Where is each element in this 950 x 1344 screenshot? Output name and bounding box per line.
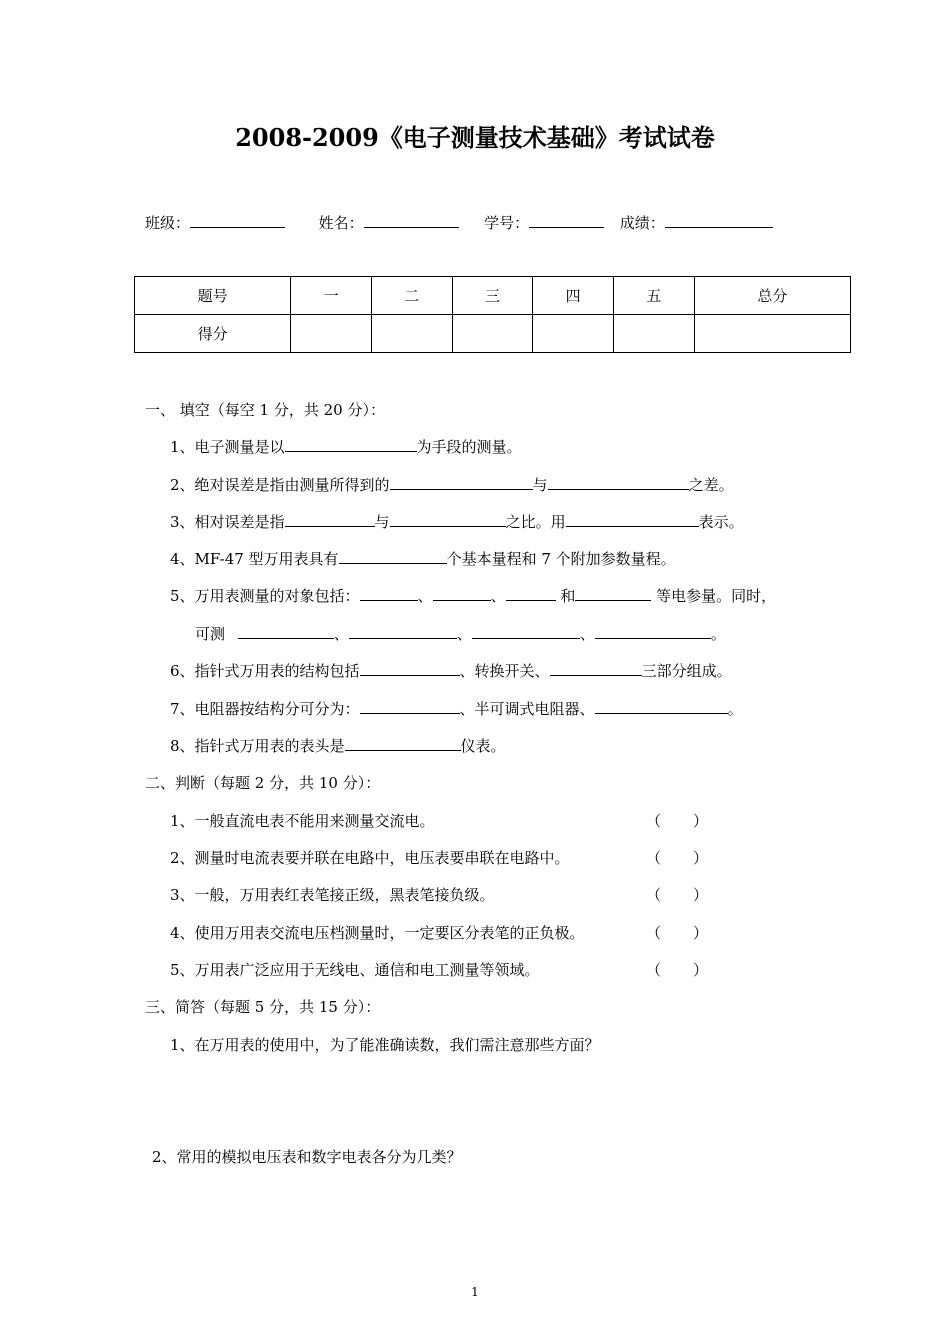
answer-blank[interactable] xyxy=(360,699,460,714)
question-text: 和 xyxy=(555,587,576,605)
question-text: 与 xyxy=(532,476,548,494)
answer-blank[interactable] xyxy=(390,512,506,527)
answer-blank[interactable] xyxy=(550,661,642,676)
score-cell[interactable] xyxy=(614,315,695,353)
score-cell[interactable] xyxy=(533,315,614,353)
bracket-close: ） xyxy=(693,961,709,979)
separator: 、 xyxy=(417,587,433,605)
question-text: 之差。 xyxy=(688,476,734,494)
name-blank[interactable] xyxy=(364,213,459,228)
bracket-open: （ xyxy=(646,886,662,904)
table-header-cell: 题号 xyxy=(135,277,291,315)
question-text: 4、MF-47 型万用表具有 xyxy=(170,550,339,568)
answer-blank[interactable] xyxy=(566,512,699,527)
judge-answer-bracket[interactable] xyxy=(646,922,708,943)
table-header-cell: 五 xyxy=(614,277,695,315)
question-text: 之比。用 xyxy=(505,513,566,531)
answer-blank[interactable] xyxy=(595,699,728,714)
question-text: 3、相对误差是指 xyxy=(170,513,285,531)
question-text: 表示。 xyxy=(698,513,744,531)
question-text: 8、指针式万用表的表头是 xyxy=(170,737,345,755)
table-header-cell: 二 xyxy=(371,277,452,315)
score-row-label: 得分 xyxy=(135,315,291,353)
class-blank[interactable] xyxy=(190,213,285,228)
question-text: 三部分组成。 xyxy=(641,662,732,680)
score-table-score-row xyxy=(135,315,851,353)
class-label: 班级： xyxy=(145,214,191,232)
answer-blank[interactable] xyxy=(595,624,711,639)
page-title: 2008-2009《电子测量技术基础》考试试卷 xyxy=(235,123,715,152)
answer-blank[interactable] xyxy=(548,475,689,490)
judge-answer-bracket[interactable] xyxy=(646,847,708,868)
answer-blank[interactable] xyxy=(433,586,491,601)
fill-question-8 xyxy=(170,735,506,756)
bracket-open: （ xyxy=(646,849,662,867)
bracket-open: （ xyxy=(646,812,662,830)
score-table xyxy=(134,276,851,353)
question-text: 。 xyxy=(727,700,743,718)
judge-answer-bracket[interactable] xyxy=(646,884,708,905)
section3-heading: 三、简答（每题 5 分，共 15 分）： xyxy=(145,998,381,1016)
fill-question-4 xyxy=(170,548,676,569)
name-label: 姓名： xyxy=(318,214,364,232)
fill-question-5 xyxy=(170,585,776,606)
answer-blank[interactable] xyxy=(360,661,460,676)
question-text: 1、电子测量是以 xyxy=(170,438,285,456)
judge-question: 3、一般，万用表红表笔接正级，黑表笔接负级。 xyxy=(170,886,495,904)
answer-blank[interactable] xyxy=(285,512,375,527)
answer-blank[interactable] xyxy=(506,586,556,601)
score-cell[interactable] xyxy=(694,315,850,353)
table-header-cell: 总分 xyxy=(694,277,850,315)
score-blank[interactable] xyxy=(665,213,773,228)
judge-answer-bracket[interactable] xyxy=(646,810,708,831)
separator: 、 xyxy=(456,625,472,643)
question-text: 2、绝对误差是指由测量所得到的 xyxy=(170,476,390,494)
answer-blank[interactable] xyxy=(390,475,533,490)
page-number: 1 xyxy=(471,1285,479,1299)
separator: 、 xyxy=(333,625,349,643)
fill-question-6 xyxy=(170,660,732,681)
answer-blank[interactable] xyxy=(349,624,457,639)
fill-question-2 xyxy=(170,474,734,495)
question-text: 个基本量程和 7 个附加参数量程。 xyxy=(446,550,676,568)
score-cell[interactable] xyxy=(452,315,533,353)
judge-question: 1、一般直流电表不能用来测量交流电。 xyxy=(170,812,435,830)
table-header-cell: 三 xyxy=(452,277,533,315)
judge-answer-bracket[interactable] xyxy=(646,959,708,980)
separator: 。 xyxy=(710,625,726,643)
bracket-open: （ xyxy=(646,961,662,979)
question-text: 5、万用表测量的对象包括： xyxy=(170,587,360,605)
bracket-close: ） xyxy=(693,812,709,830)
question-text: 6、指针式万用表的结构包括 xyxy=(170,662,360,680)
section1-heading: 一、 填空（每空 1 分，共 20 分）： xyxy=(145,401,385,419)
fill-question-1 xyxy=(170,436,522,457)
short-answer-question-1: 1、在万用表的使用中，为了能准确读数，我们需注意那些方面？ xyxy=(170,1036,600,1054)
separator: 、 xyxy=(579,625,595,643)
bracket-open: （ xyxy=(646,924,662,942)
question-text: 为手段的测量。 xyxy=(416,438,522,456)
question-text: 、转换开关、 xyxy=(459,662,550,680)
answer-blank[interactable] xyxy=(285,437,417,452)
score-label: 成绩： xyxy=(619,214,665,232)
answer-blank[interactable] xyxy=(238,624,334,639)
judge-question: 4、使用万用表交流电压档测量时，一定要区分表笔的正负极。 xyxy=(170,924,585,942)
bracket-close: ） xyxy=(693,849,709,867)
answer-blank[interactable] xyxy=(360,586,418,601)
question-text: 、半可调式电阻器、 xyxy=(459,700,595,718)
separator: 、 xyxy=(490,587,506,605)
short-answer-question-2: 2、常用的模拟电压表和数字电表各分为几类？ xyxy=(152,1148,462,1166)
bracket-close: ） xyxy=(693,924,709,942)
fill-question-5-continued xyxy=(195,623,726,644)
score-cell[interactable] xyxy=(291,315,372,353)
judge-question: 5、万用表广泛应用于无线电、通信和电工测量等领域。 xyxy=(170,961,540,979)
question-text: 仪表。 xyxy=(460,737,506,755)
fill-question-7 xyxy=(170,698,743,719)
student-info-line xyxy=(145,212,773,233)
question-text: 等电参量。同时， xyxy=(651,587,777,605)
bracket-close: ） xyxy=(693,886,709,904)
answer-blank[interactable] xyxy=(345,736,461,751)
answer-blank[interactable] xyxy=(472,624,580,639)
judge-question: 2、测量时电流表要并联在电路中，电压表要串联在电路中。 xyxy=(170,849,570,867)
section2-heading: 二、判断（每题 2 分，共 10 分）： xyxy=(145,774,381,792)
score-cell[interactable] xyxy=(371,315,452,353)
student-id-blank[interactable] xyxy=(529,213,604,228)
question-text: 可测 xyxy=(195,625,230,643)
student-id-label: 学号： xyxy=(484,214,530,232)
answer-blank[interactable] xyxy=(575,586,651,601)
question-text: 7、电阻器按结构分可分为： xyxy=(170,700,360,718)
table-header-cell: 一 xyxy=(291,277,372,315)
score-table-header-row xyxy=(135,277,851,315)
fill-question-3 xyxy=(170,511,744,532)
question-text: 与 xyxy=(374,513,390,531)
answer-blank[interactable] xyxy=(339,549,447,564)
table-header-cell: 四 xyxy=(533,277,614,315)
